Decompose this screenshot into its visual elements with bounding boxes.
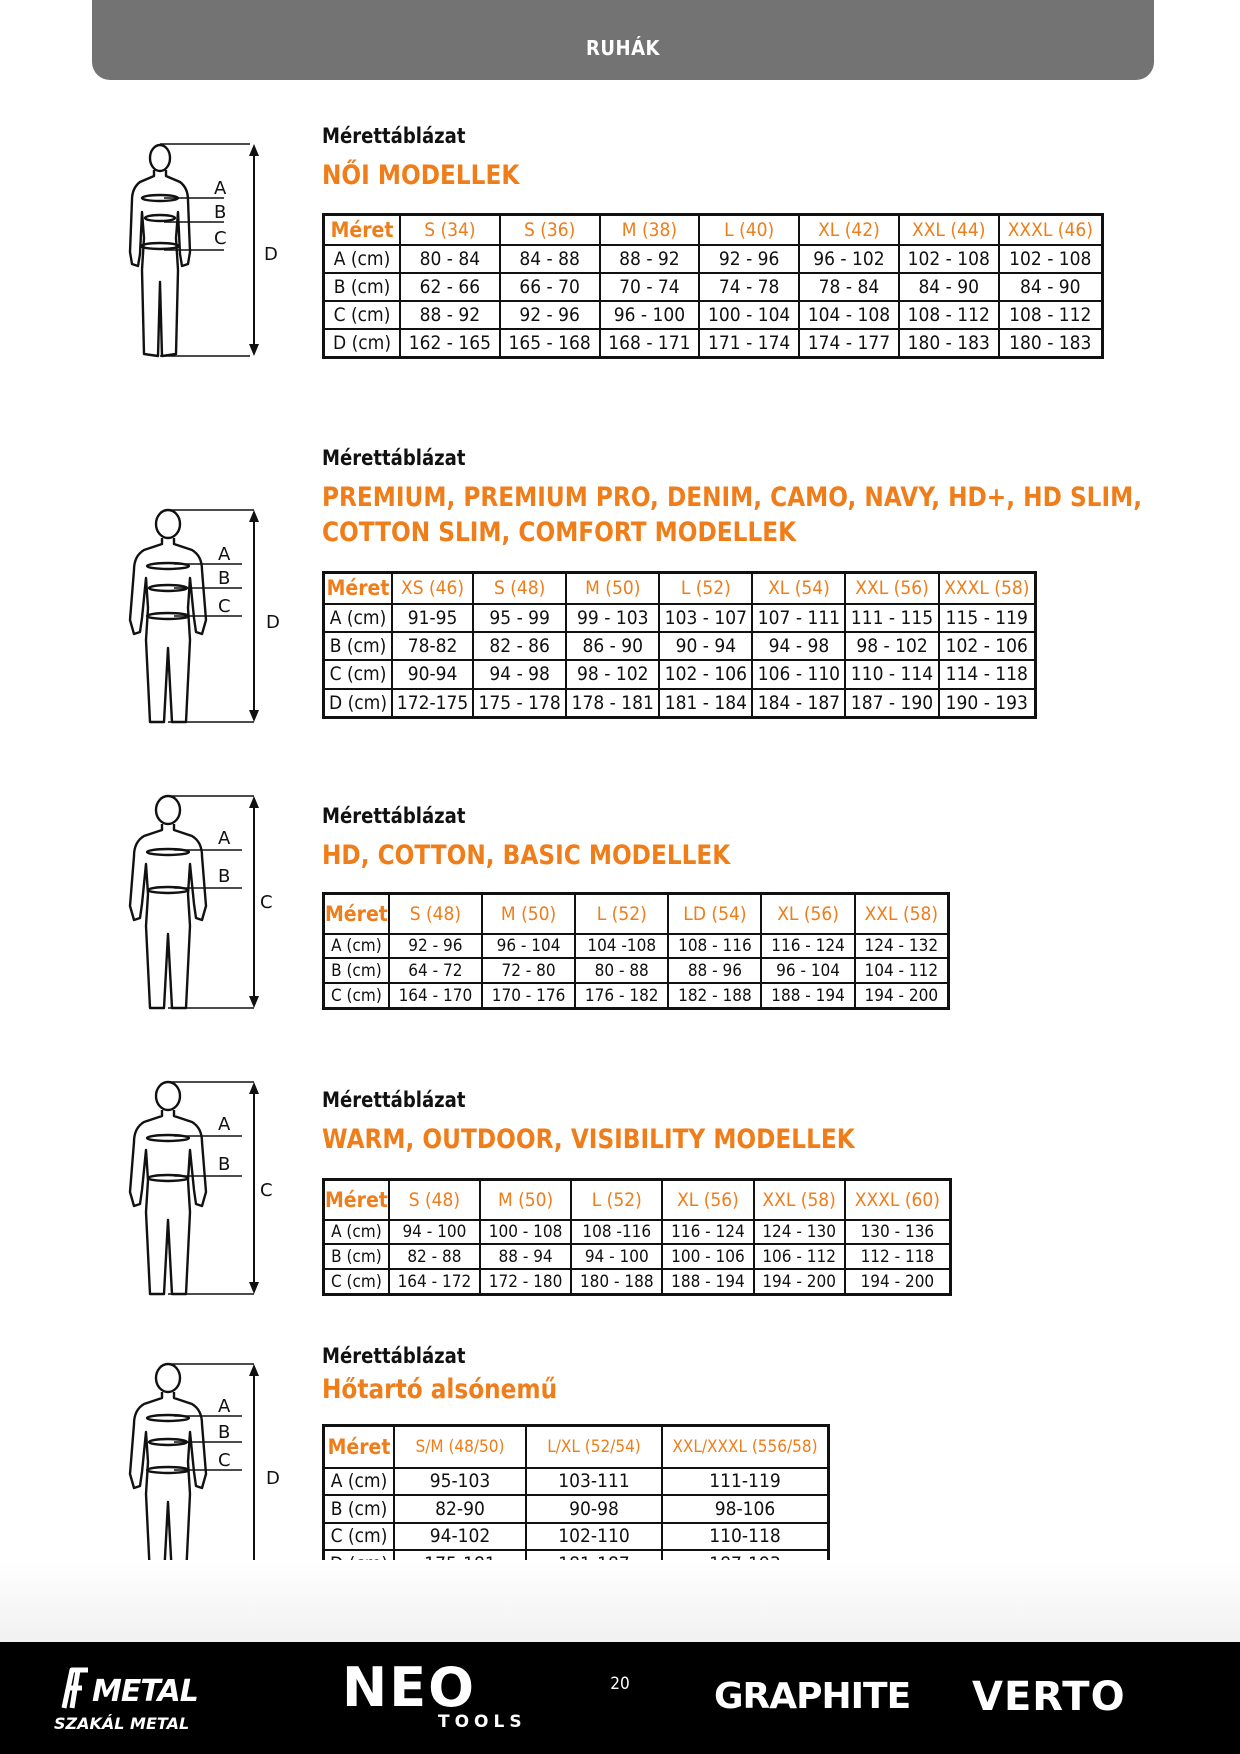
table-cell: 98-106	[662, 1495, 829, 1523]
table-cell: 80 - 88	[575, 958, 668, 983]
section-title: HD, COTTON, BASIC MODELLEK	[322, 840, 731, 871]
size-table	[322, 1178, 952, 1296]
header-cell: L (52)	[659, 573, 752, 604]
table-cell: 170 - 176	[482, 983, 575, 1008]
table-cell: 90 - 94	[659, 632, 752, 660]
table-cell: 108 - 112	[999, 301, 1103, 329]
header-cell: M (50)	[566, 573, 659, 604]
table-cell: 124 - 130	[754, 1220, 845, 1245]
table-cell: 82 - 86	[473, 632, 566, 660]
metal-emblem-icon	[58, 1666, 92, 1712]
header-cell: LD (54)	[668, 894, 761, 934]
table-cell: 96 - 100	[600, 301, 700, 329]
header-cell: XS (46)	[392, 573, 473, 604]
table-cell: 90-94	[392, 660, 473, 688]
body-measure-figure	[120, 142, 290, 366]
table-cell: 188 - 194	[662, 1269, 753, 1294]
header-cell: M (50)	[482, 894, 575, 934]
figure-label-a: A	[218, 1114, 231, 1135]
table-cell: A (cm)	[324, 934, 389, 959]
page-number: 20	[610, 1674, 630, 1694]
table-cell: 114 - 118	[939, 660, 1036, 688]
logo-verto	[972, 1674, 1126, 1720]
header-title: RUHÁK	[586, 36, 660, 60]
table-cell: 82 - 88	[389, 1244, 480, 1269]
table-cell: C (cm)	[324, 1523, 395, 1551]
table-cell: 90-98	[526, 1495, 662, 1523]
table-cell: 103 - 107	[659, 604, 752, 632]
table-cell: 184 - 187	[752, 689, 845, 718]
table-cell: 95 - 99	[473, 604, 566, 632]
table-cell: 99 - 103	[566, 604, 659, 632]
table-cell: 64 - 72	[389, 958, 482, 983]
table-row	[324, 983, 949, 1008]
table-header-row	[324, 894, 949, 934]
table-cell: 88 - 94	[480, 1244, 571, 1269]
figure-label-b: B	[218, 866, 231, 887]
table-cell: 176 - 182	[575, 983, 668, 1008]
figure-label-d: D	[266, 612, 280, 633]
table-cell: 124 - 132	[855, 934, 949, 959]
table-cell: 102 - 106	[939, 632, 1036, 660]
table-cell: 92 - 96	[389, 934, 482, 959]
table-cell: A (cm)	[324, 1468, 395, 1496]
body-measure-figure	[120, 1080, 290, 1304]
table-cell: 100 - 104	[699, 301, 799, 329]
header-cell: S (48)	[473, 573, 566, 604]
figure-label-c: C	[214, 228, 227, 249]
table-cell: 82-90	[394, 1495, 526, 1523]
table-cell: 103-111	[526, 1468, 662, 1496]
table-cell: 102 - 108	[999, 245, 1103, 273]
table-cell: B (cm)	[324, 1495, 395, 1523]
header-cell: Méret	[324, 215, 401, 246]
header-cell: S (48)	[389, 894, 482, 934]
size-table	[322, 571, 1037, 719]
table-cell: 110 - 114	[845, 660, 938, 688]
table-cell: 108 - 112	[899, 301, 999, 329]
header-banner	[92, 0, 1154, 80]
logo-metal-text: METAL	[92, 1674, 198, 1709]
table-row	[324, 301, 1103, 329]
table-row	[324, 604, 1036, 632]
table-cell: 102 - 106	[659, 660, 752, 688]
table-cell: 86 - 90	[566, 632, 659, 660]
table-cell: 88 - 92	[600, 245, 700, 273]
table-cell: 111-119	[662, 1468, 829, 1496]
header-cell: XXL/XXXL (556/58)	[662, 1426, 829, 1468]
table-cell: 94-102	[394, 1523, 526, 1551]
header-cell: L (52)	[575, 894, 668, 934]
header-cell: L/XL (52/54)	[526, 1426, 662, 1468]
table-header-row	[324, 573, 1036, 604]
table-cell: 70 - 74	[600, 273, 700, 301]
header-cell: XL (42)	[799, 215, 899, 246]
section-subtitle: Mérettáblázat	[322, 446, 466, 470]
table-cell: 174 - 177	[799, 329, 899, 358]
footer-fade	[0, 1560, 1240, 1642]
table-row	[324, 632, 1036, 660]
table-row	[324, 958, 949, 983]
body-measure-figure	[120, 794, 290, 1018]
table-header-row	[324, 215, 1103, 246]
body-measure-figure	[120, 508, 290, 732]
figure-label-c: C	[218, 596, 231, 617]
table-cell: 88 - 96	[668, 958, 761, 983]
header-cell: L (52)	[571, 1180, 662, 1220]
table-cell: A (cm)	[324, 245, 401, 273]
table-cell: 78-82	[392, 632, 473, 660]
table-cell: 111 - 115	[845, 604, 938, 632]
header-cell: XXL (58)	[855, 894, 949, 934]
table-cell: 194 - 200	[754, 1269, 845, 1294]
table-cell: 80 - 84	[400, 245, 500, 273]
table-cell: 98 - 102	[566, 660, 659, 688]
figure-label-a: A	[218, 544, 231, 565]
logo-neo-tools	[342, 1656, 527, 1738]
table-cell: 91-95	[392, 604, 473, 632]
table-cell: 180 - 183	[999, 329, 1103, 358]
table-cell: 100 - 106	[662, 1244, 753, 1269]
header-cell: Méret	[324, 573, 393, 604]
header-cell: XXL (58)	[754, 1180, 845, 1220]
table-cell: 88 - 92	[400, 301, 500, 329]
section-subtitle: Mérettáblázat	[322, 1088, 466, 1112]
logo-graphite-text: GRAPHITE	[714, 1676, 911, 1717]
header-cell: S (34)	[400, 215, 500, 246]
table-cell: A (cm)	[324, 604, 393, 632]
table-row	[324, 245, 1103, 273]
table-cell: 104 - 112	[855, 958, 949, 983]
table-cell: B (cm)	[324, 1244, 389, 1269]
header-cell: S (36)	[500, 215, 600, 246]
table-cell: 84 - 90	[999, 273, 1103, 301]
table-cell: 188 - 194	[761, 983, 854, 1008]
table-cell: A (cm)	[324, 1220, 389, 1245]
table-cell: 181 - 184	[659, 689, 752, 718]
table-row	[324, 1269, 951, 1294]
table-cell: 66 - 70	[500, 273, 600, 301]
header-cell: XL (54)	[752, 573, 845, 604]
table-cell: B (cm)	[324, 632, 393, 660]
table-cell: 96 - 104	[482, 934, 575, 959]
table-cell: 110-118	[662, 1523, 829, 1551]
table-header-row	[324, 1180, 951, 1220]
header-cell: XL (56)	[662, 1180, 753, 1220]
header-cell: XXXL (58)	[939, 573, 1036, 604]
table-cell: 116 - 124	[662, 1220, 753, 1245]
table-row	[324, 1244, 951, 1269]
header-cell: XXL (44)	[899, 215, 999, 246]
table-cell: 94 - 100	[389, 1220, 480, 1245]
logo-graphite	[714, 1676, 910, 1717]
table-cell: 116 - 124	[761, 934, 854, 959]
figure-label-b: B	[218, 1422, 231, 1443]
header-cell: L (40)	[699, 215, 799, 246]
table-cell: 74 - 78	[699, 273, 799, 301]
table-cell: 96 - 104	[761, 958, 854, 983]
header-cell: XXXL (60)	[845, 1180, 951, 1220]
table-cell: 102 - 108	[899, 245, 999, 273]
table-cell: 168 - 171	[600, 329, 700, 358]
table-cell: B (cm)	[324, 273, 401, 301]
figure-label-a: A	[214, 178, 227, 199]
table-cell: 112 - 118	[845, 1244, 951, 1269]
figure-label-b: B	[218, 1154, 231, 1175]
table-cell: 84 - 88	[500, 245, 600, 273]
table-row	[324, 1523, 829, 1551]
header-cell: Méret	[324, 894, 389, 934]
section-subtitle: Mérettáblázat	[322, 124, 466, 148]
figure-label-c: C	[260, 1180, 273, 1201]
header-cell: Méret	[324, 1180, 389, 1220]
figure-label-b: B	[218, 568, 231, 589]
table-cell: 84 - 90	[899, 273, 999, 301]
table-cell: 94 - 98	[473, 660, 566, 688]
figure-label-d: D	[266, 1468, 280, 1489]
table-cell: 164 - 170	[389, 983, 482, 1008]
table-cell: 164 - 172	[389, 1269, 480, 1294]
table-cell: 102-110	[526, 1523, 662, 1551]
size-table	[322, 1424, 830, 1580]
table-cell: 96 - 102	[799, 245, 899, 273]
table-cell: 194 - 200	[845, 1269, 951, 1294]
table-cell: 104 -108	[575, 934, 668, 959]
section-title-line2: COTTON SLIM, COMFORT MODELLEK	[322, 517, 797, 548]
table-cell: 175 - 178	[473, 689, 566, 718]
logo-tools-text: TOOLS	[438, 1712, 527, 1732]
figure-label-d: D	[264, 244, 278, 265]
table-cell: 171 - 174	[699, 329, 799, 358]
table-cell: 180 - 188	[571, 1269, 662, 1294]
section-title: PREMIUM, PREMIUM PRO, DENIM, CAMO, NAVY, HD+, HD SLIM,	[322, 482, 1143, 513]
header-cell: XXXL (46)	[999, 215, 1103, 246]
header-cell: XL (56)	[761, 894, 854, 934]
table-cell: B (cm)	[324, 958, 389, 983]
figure-label-a: A	[218, 828, 231, 849]
table-header-row	[324, 1426, 829, 1468]
section-title: WARM, OUTDOOR, VISIBILITY MODELLEK	[322, 1124, 855, 1155]
table-cell: C (cm)	[324, 301, 401, 329]
table-cell: C (cm)	[324, 983, 389, 1008]
section-subtitle: Mérettáblázat	[322, 804, 466, 828]
table-cell: 108 - 116	[668, 934, 761, 959]
table-cell: C (cm)	[324, 1269, 389, 1294]
table-cell: 92 - 96	[500, 301, 600, 329]
table-cell: 182 - 188	[668, 983, 761, 1008]
figure-label-b: B	[214, 202, 227, 223]
table-cell: 94 - 98	[752, 632, 845, 660]
footer-bar	[0, 1642, 1240, 1754]
figure-label-c: C	[218, 1450, 231, 1471]
table-cell: 115 - 119	[939, 604, 1036, 632]
table-row	[324, 934, 949, 959]
table-cell: 187 - 190	[845, 689, 938, 718]
logo-metal-subtext: SZAKÁL METAL	[54, 1714, 190, 1733]
figure-label-c: C	[260, 892, 273, 913]
table-cell: 95-103	[394, 1468, 526, 1496]
table-cell: 106 - 112	[754, 1244, 845, 1269]
table-cell: 108 -116	[571, 1220, 662, 1245]
header-cell: XXL (56)	[845, 573, 938, 604]
table-cell: 107 - 111	[752, 604, 845, 632]
table-row	[324, 689, 1036, 718]
table-cell: C (cm)	[324, 660, 393, 688]
table-cell: 98 - 102	[845, 632, 938, 660]
header-cell: S (48)	[389, 1180, 480, 1220]
table-cell: 130 - 136	[845, 1220, 951, 1245]
table-cell: 94 - 100	[571, 1244, 662, 1269]
section-title: Hőtartó alsónemű	[322, 1374, 558, 1405]
table-cell: 178 - 181	[566, 689, 659, 718]
body-measure-figure	[120, 1362, 290, 1586]
table-cell: 165 - 168	[500, 329, 600, 358]
table-cell: 180 - 183	[899, 329, 999, 358]
logo-szakal-metal	[54, 1664, 214, 1734]
header-cell: Méret	[324, 1426, 395, 1468]
table-cell: D (cm)	[324, 329, 401, 358]
table-cell: 172-175	[392, 689, 473, 718]
table-row	[324, 1220, 951, 1245]
header-cell: M (38)	[600, 215, 700, 246]
table-cell: 104 - 108	[799, 301, 899, 329]
table-cell: 190 - 193	[939, 689, 1036, 718]
table-cell: 62 - 66	[400, 273, 500, 301]
logo-verto-text: VERTO	[972, 1674, 1126, 1720]
table-row	[324, 1495, 829, 1523]
section-subtitle: Mérettáblázat	[322, 1344, 466, 1368]
table-cell: 100 - 108	[480, 1220, 571, 1245]
table-row	[324, 273, 1103, 301]
table-cell: 162 - 165	[400, 329, 500, 358]
logo-neo-text: NEO	[342, 1656, 476, 1719]
header-cell: S/M (48/50)	[394, 1426, 526, 1468]
table-cell: 194 - 200	[855, 983, 949, 1008]
table-cell: 78 - 84	[799, 273, 899, 301]
header-cell: M (50)	[480, 1180, 571, 1220]
table-cell: 106 - 110	[752, 660, 845, 688]
table-cell: 72 - 80	[482, 958, 575, 983]
table-cell: 172 - 180	[480, 1269, 571, 1294]
table-cell: D (cm)	[324, 689, 393, 718]
size-table	[322, 892, 950, 1010]
size-table	[322, 213, 1104, 359]
table-cell: 92 - 96	[699, 245, 799, 273]
figure-label-a: A	[218, 1396, 231, 1417]
table-row	[324, 660, 1036, 688]
section-title: NŐI MODELLEK	[322, 160, 520, 191]
table-row	[324, 1468, 829, 1496]
table-row	[324, 329, 1103, 358]
